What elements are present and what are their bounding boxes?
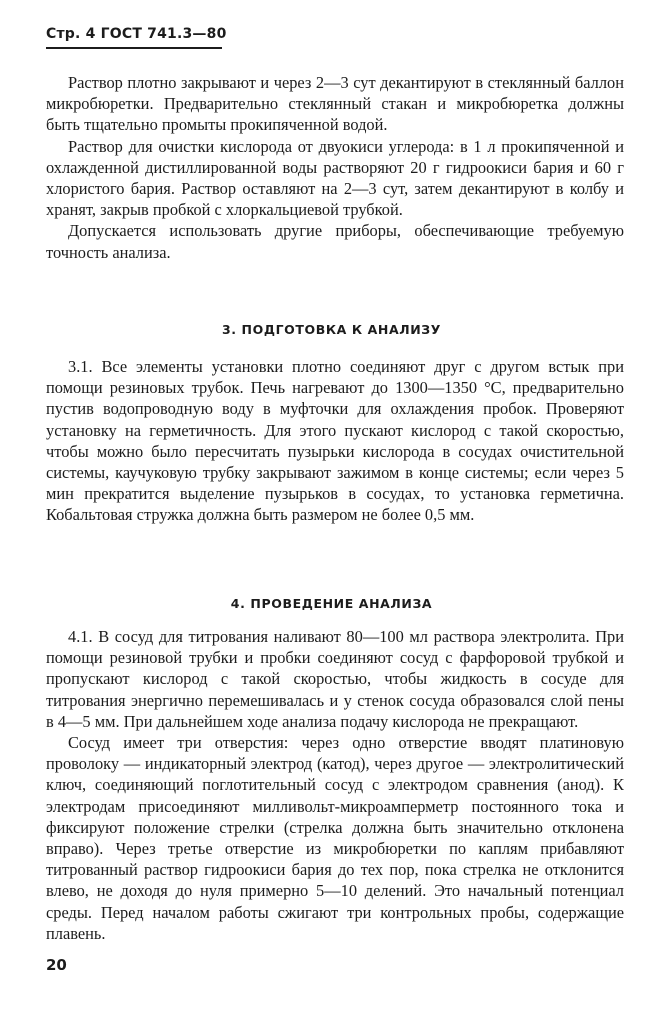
section-4-block [46,626,624,944]
section-4-paragraph-1: 4.1. В сосуд для титрования наливают 80—100 мл раствора электролита. При помощи резиновой трубки и пробки соединяют сосуд с фарфоровой трубкой и пропускают кислород с такой скоростью, чтобы жидкость в сосуде для титрования энергично перемешивалась и у стенок сосуда образовался слой пены в 4—5 мм. При дальнейшем ходе анализа подачу кислорода не прекращают. [46,627,624,731]
intro-paragraph-3: Допускается использовать другие приборы, обеспечивающие требуемую точность анализа. [46,221,624,262]
header-rule [46,47,222,49]
section-3-block [46,356,624,526]
section-4-paragraph-2: Сосуд имеет три отверстия: через одно отверстие вводят платиновую проволоку — индикаторный электрод (катод), через другое — электролитический ключ, соединяющий поглотительный сосуд с электродом сравнения (анод). К электродам присоединяют милливольт-микроамперметр постоянного тока и фиксируют положение стрелки (стрелка должна быть значительно отклонена вправо). Через третье отверстие из микробюретки по каплям прибавляют титрованный раствор гидроокиси бария до тех пор, пока стрелка не отклонится влево, не доходя до нуля примерно 5—10 делений. Это начальный потенциал среды. Перед началом работы сжигают три контрольных пробы, содержащие плавень. [46,733,624,943]
intro-paragraph-2: Раствор для очистки кислорода от двуокиси углерода: в 1 л прокипяченной и охлажденной дистиллированной воды растворяют 20 г гидроокиси бария и 60 г хлористого бария. Раствор оставляют на 2—3 сут, затем декантируют в колбу и хранят, закрыв пробкой с хлоркальциевой трубкой. [46,136,624,220]
page-number: 20 [46,956,67,974]
intro-block [46,72,624,263]
intro-paragraph-1: Раствор плотно закрывают и через 2—3 сут декантируют в стеклянный баллон микробюретки. Предварительно стеклянный стакан и микробюретка должны быть тщательно промыты прокипяченной водой. [46,73,624,135]
section-3-paragraph-1: 3.1. Все элементы установки плотно соединяют друг с другом встык при помощи резиновых трубок. Печь нагревают до 1300—1350 °С, предварительно пустив водопроводную воду в муфточки для охлаждения пробок. Проверяют установку на герметичность. Для этого пускают кислород с такой скоростью, чтобы можно было пересчитать пузырьки кислорода в сосудах очистительной системы, каучуковую трубку закрывают зажимом в конце системы; если через 5 мин прекратится выделение пузырьков в сосудах, то установка герметична. Кобальтовая стружка должна быть размером не более 0,5 мм. [46,357,624,525]
section-3-title: 3. ПОДГОТОВКА К АНАЛИЗУ [221,322,442,337]
page-header: Стр. 4 ГОСТ 741.3—80 [46,26,227,42]
section-4-title: 4. ПРОВЕДЕНИЕ АНАЛИЗА [230,596,433,611]
